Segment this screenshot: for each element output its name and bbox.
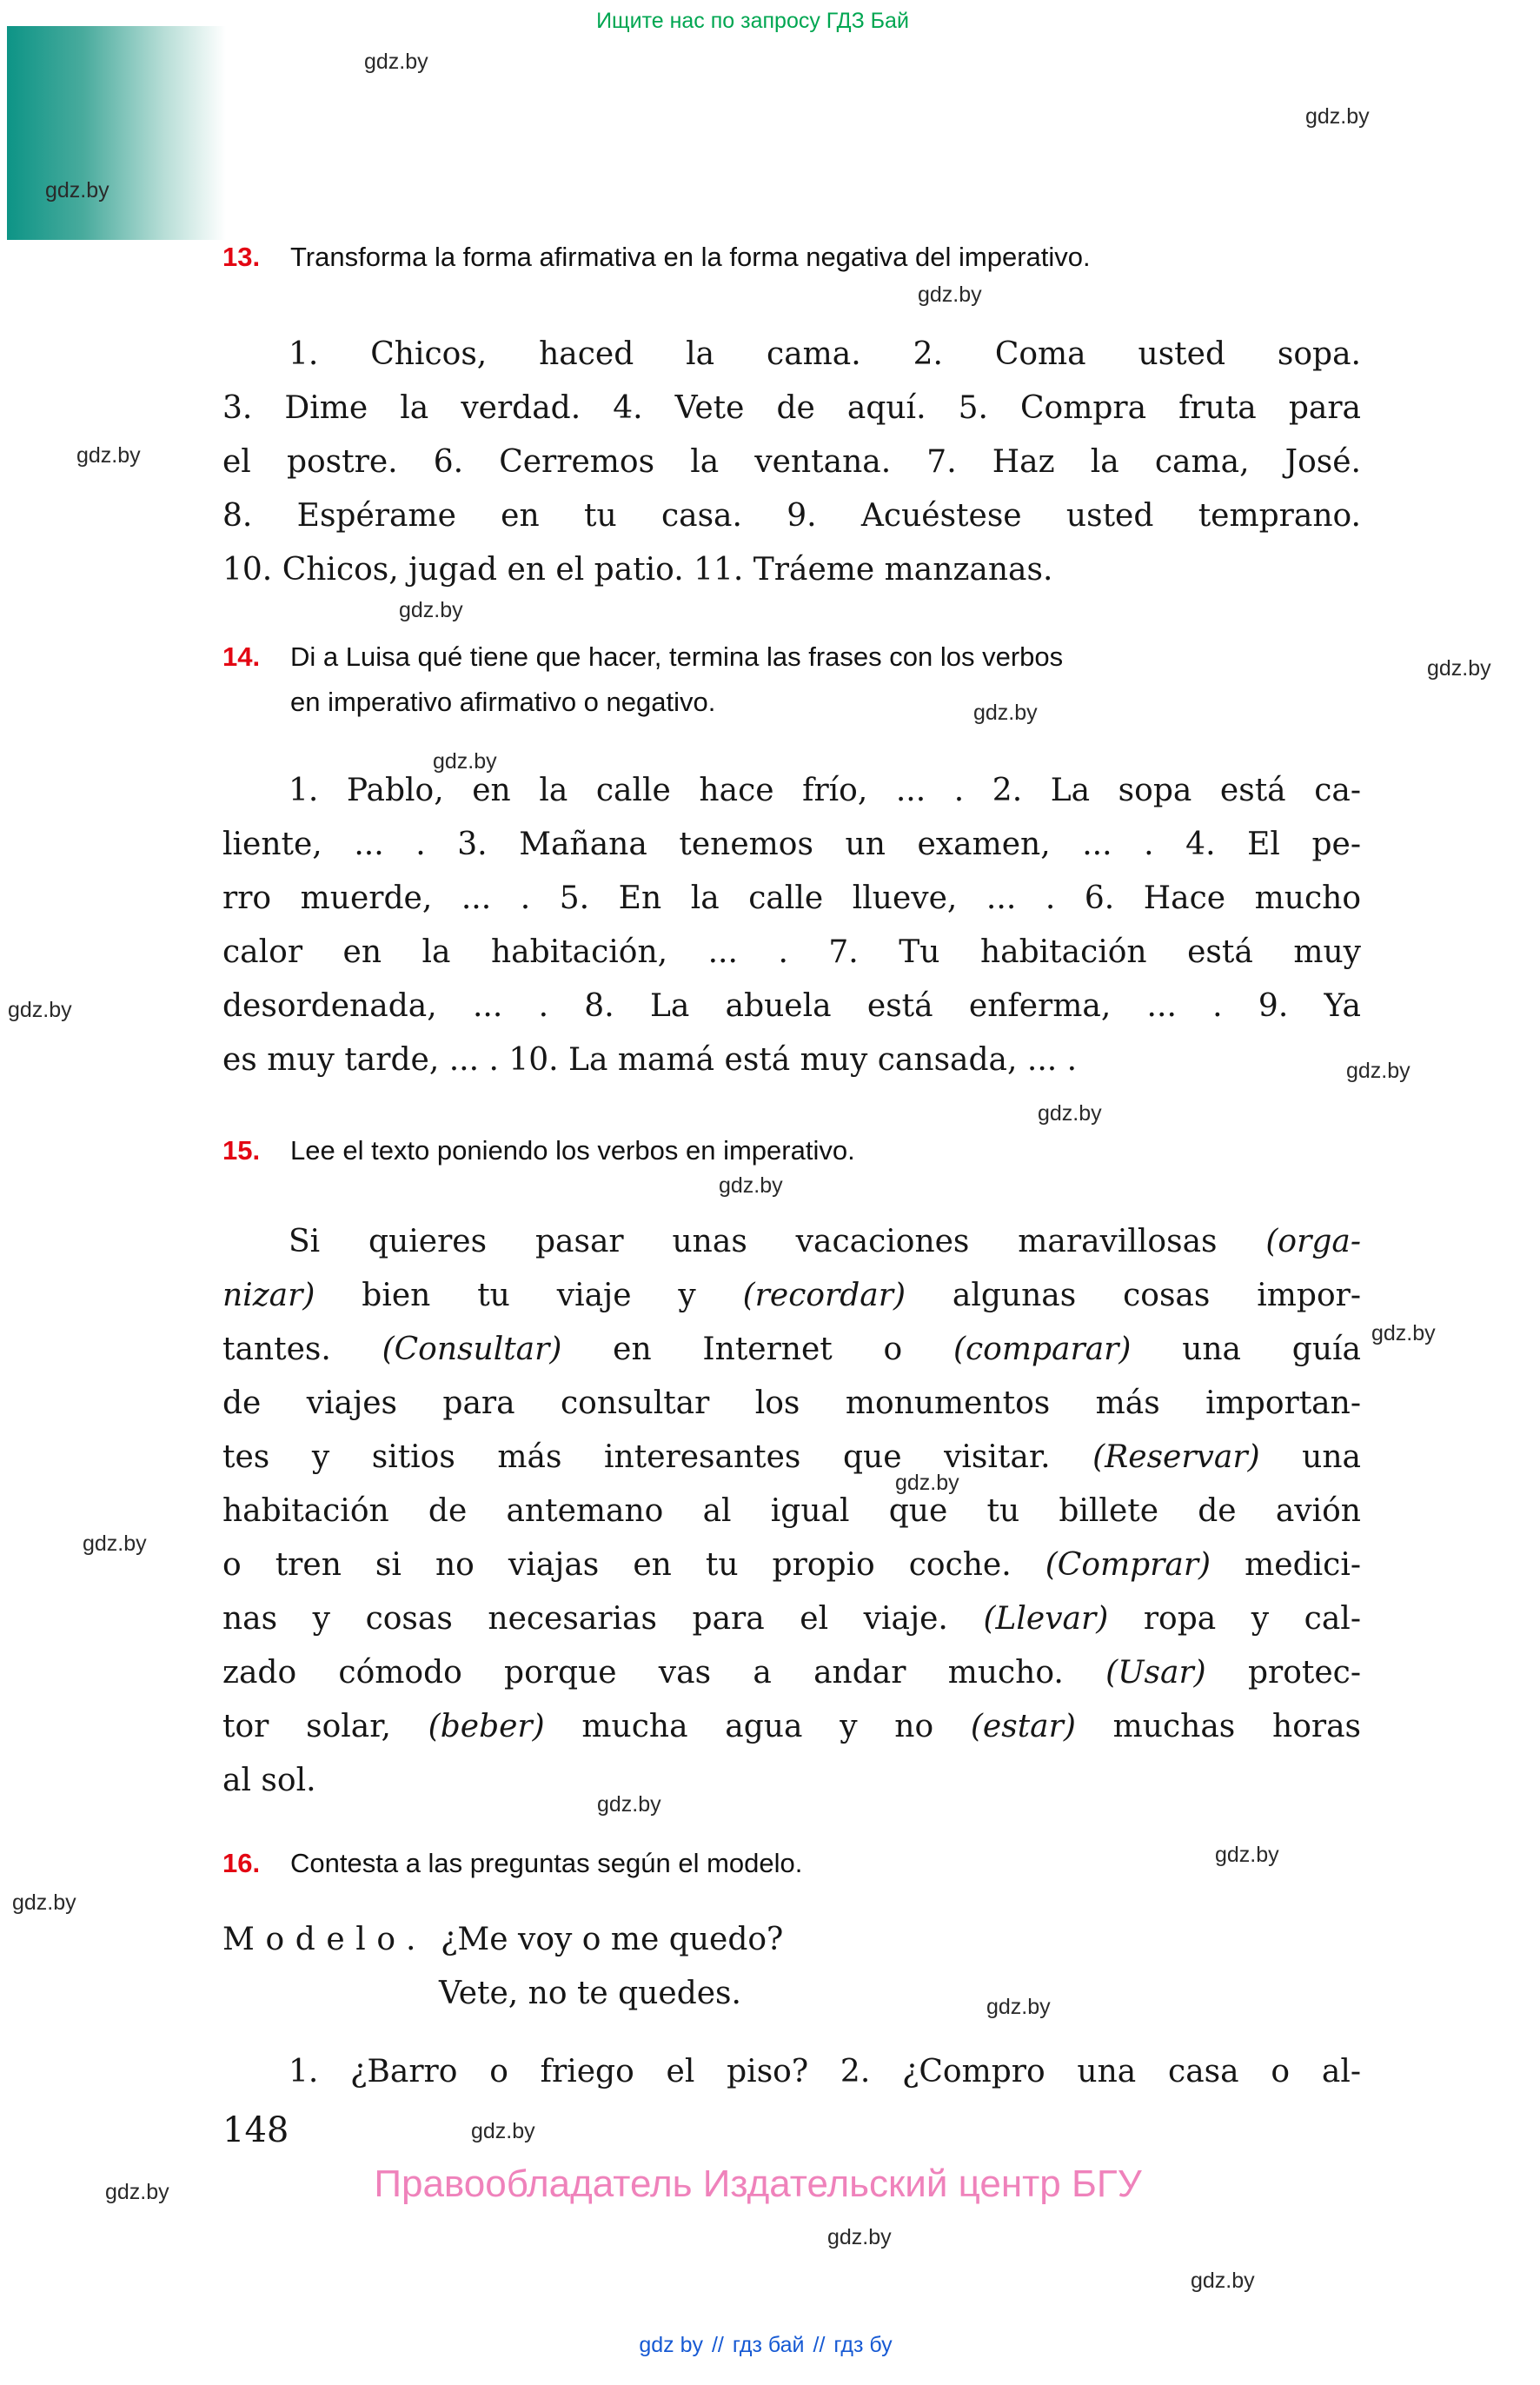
exercise-14-body: [222, 764, 1361, 1087]
exercise-13-section: [222, 235, 1361, 597]
exercise-number: 15.: [222, 1135, 261, 1166]
exercise-instruction: Transforma la forma afirmativa en la forma negativa del imperativo.: [290, 242, 1091, 272]
text-line: rro muerde, ... . 5. En la calle llueve, ... . 6. Hace mucho: [222, 880, 1361, 916]
text-segment: Si quieres pasar unas vacaciones maravillosas: [289, 1224, 1266, 1259]
text-segment: una guía: [1131, 1332, 1361, 1367]
watermark: gdz.by: [597, 1792, 661, 1817]
text-line: [222, 1377, 1361, 1431]
text-line: liente, ... . 3. Mañana tenemos un examen, ... . 4. El pe-: [222, 827, 1361, 862]
watermark: gdz.by: [433, 749, 497, 774]
text-segment: bien tu viaje y: [315, 1278, 743, 1313]
watermark: gdz.by: [918, 282, 982, 307]
text-segment: tantes.: [222, 1332, 382, 1367]
exercise-number: 16.: [222, 1848, 261, 1878]
exercise-14-header: [222, 634, 1361, 725]
exercise-15-body: [222, 1215, 1361, 1808]
footer-separator: //: [711, 2333, 724, 2357]
watermark: gdz.by: [827, 2225, 892, 2249]
watermark: gdz.by: [1215, 1843, 1279, 1867]
corner-gradient-decoration: [7, 26, 226, 240]
watermark: gdz.by: [399, 598, 463, 622]
watermark: gdz.by: [1371, 1321, 1436, 1345]
watermark: gdz.by: [1427, 656, 1491, 681]
watermark: gdz.by: [105, 2180, 169, 2204]
text-line: [222, 1431, 1361, 1485]
modelo-answer: Vete, no te quedes.: [439, 1976, 741, 2011]
watermark: gdz.by: [1038, 1101, 1102, 1126]
text-line: el postre. 6. Cerremos la ventana. 7. Haz la cama, José.: [222, 444, 1361, 480]
footer-link-gdz-bai[interactable]: гдз бай: [732, 2333, 805, 2357]
top-search-hint: Ищите нас по запросу ГДЗ Бай: [596, 9, 909, 33]
text-line: [222, 1269, 1361, 1323]
watermark: gdz.by: [76, 443, 141, 468]
text-line: [222, 1592, 1361, 1646]
exercise-15-section: [222, 1128, 1361, 1808]
text-line: 3. Dime la verdad. 4. Vete de aquí. 5. Compra fruta para: [222, 390, 1361, 426]
verb-infinitive-italic: (Usar): [1105, 1655, 1206, 1691]
footer-link-gdz-bu[interactable]: гдз бу: [833, 2333, 893, 2357]
exercise-15-header: [222, 1128, 1361, 1173]
text-line: desordenada, ... . 8. La abuela está enferma, ... . 9. Ya: [222, 988, 1361, 1024]
verb-infinitive-italic: nizar): [222, 1278, 315, 1313]
text-line: [222, 1538, 1361, 1592]
watermark: gdz.by: [12, 1890, 76, 1915]
watermark: gdz.by: [1305, 104, 1370, 129]
watermark: gdz.by: [719, 1173, 783, 1198]
exercise-instruction: en imperativo afirmativo o negativo.: [290, 687, 716, 717]
text-segment: de viajes para consultar los monumentos más importan-: [222, 1385, 1361, 1421]
text-line: 10. Chicos, jugad en el patio. 11. Tráeme manzanas.: [222, 552, 1053, 588]
text-segment: habitación de antemano al igual que tu billete de avión: [222, 1493, 1361, 1529]
footer-links: [0, 2333, 1531, 2358]
watermark: gdz.by: [471, 2119, 535, 2143]
watermark: gdz.by: [364, 50, 428, 74]
verb-infinitive-italic: (recordar): [742, 1278, 906, 1313]
text-segment: en Internet o: [561, 1332, 953, 1367]
text-segment: una: [1259, 1439, 1362, 1475]
publisher-line: Правообладатель Издательский центр БГУ: [374, 2162, 1142, 2205]
modelo-label: Modelo.: [222, 1922, 428, 1957]
text-line: 8. Espérame en tu casa. 9. Acuéstese usted temprano.: [222, 498, 1361, 534]
watermark: gdz.by: [45, 178, 110, 203]
text-segment: nas y cosas necesarias para el viaje.: [222, 1601, 984, 1637]
watermark: gdz.by: [895, 1471, 959, 1495]
text-segment: ropa y cal-: [1108, 1601, 1361, 1637]
footer-link-gdz-by[interactable]: gdz by: [639, 2333, 703, 2357]
modelo-row: [222, 1913, 1361, 1967]
verb-infinitive-italic: (Consultar): [382, 1332, 562, 1367]
watermark: gdz.by: [1191, 2269, 1255, 2293]
exercise-13-body: [222, 328, 1361, 597]
text-segment: zado cómodo porque vas a andar mucho.: [222, 1655, 1106, 1691]
exercise-13-header: [222, 235, 1361, 280]
modelo-question: ¿Me voy o me quedo?: [441, 1922, 784, 1957]
watermark: gdz.by: [8, 998, 72, 1022]
watermark: gdz.by: [83, 1531, 147, 1556]
verb-infinitive-italic: (Reservar): [1092, 1439, 1260, 1475]
exercise-14-section: [222, 634, 1361, 1087]
text-segment: o tren si no viajas en tu propio coche.: [222, 1547, 1045, 1583]
exercise-instruction: Lee el texto poniendo los verbos en imperativo.: [290, 1135, 855, 1166]
text-segment: mucha agua y no: [544, 1709, 971, 1744]
text-segment: protec-: [1205, 1655, 1361, 1691]
page-content: [222, 235, 1361, 2099]
verb-infinitive-italic: (estar): [970, 1709, 1076, 1744]
text-segment: tor solar,: [222, 1709, 428, 1744]
text-line: 1. Chicos, haced la cama. 2. Coma usted sopa.: [289, 336, 1361, 372]
exercise-16-header: [222, 1841, 1361, 1886]
exercise-number: 13.: [222, 242, 261, 272]
text-line: [222, 1700, 1361, 1754]
text-segment: medici-: [1211, 1547, 1361, 1583]
footer-separator: //: [813, 2333, 826, 2357]
verb-infinitive-italic: (beber): [428, 1709, 545, 1744]
verb-infinitive-italic: (comparar): [953, 1332, 1132, 1367]
text-line: [222, 1485, 1361, 1538]
text-line: [222, 1323, 1361, 1377]
verb-infinitive-italic: (Comprar): [1045, 1547, 1211, 1583]
exercise-number: 14.: [222, 641, 261, 672]
exercise-instruction: Contesta a las preguntas según el modelo.: [290, 1848, 803, 1878]
text-segment: tes y sitios más interesantes que visitar.: [222, 1439, 1093, 1475]
text-line: 1. Pablo, en la calle hace frío, ... . 2. La sopa está ca-: [289, 773, 1361, 808]
exercise-instruction: Di a Luisa qué tiene que hacer, termina las frases con los verbos: [290, 641, 1064, 672]
watermark: gdz.by: [1346, 1059, 1411, 1083]
verb-infinitive-italic: (orga-: [1265, 1224, 1361, 1259]
text-line: [222, 1646, 1361, 1700]
text-line: [222, 1215, 1361, 1269]
text-segment: algunas cosas impor-: [906, 1278, 1361, 1313]
text-line: 1. ¿Barro o friego el piso? 2. ¿Compro una casa o al-: [289, 2054, 1361, 2089]
text-line: es muy tarde, ... . 10. La mamá está muy cansada, ... .: [222, 1042, 1078, 1078]
verb-infinitive-italic: (Llevar): [983, 1601, 1109, 1637]
text-line: [222, 1754, 1361, 1808]
watermark: gdz.by: [973, 701, 1038, 725]
text-segment: al sol.: [222, 1763, 316, 1798]
page-number: 148: [222, 2110, 289, 2150]
watermark: gdz.by: [986, 1995, 1051, 2019]
text-segment: muchas horas: [1075, 1709, 1362, 1744]
text-line: calor en la habitación, ... . 7. Tu habitación está muy: [222, 934, 1361, 970]
exercise-16-section: [222, 1841, 1361, 2099]
